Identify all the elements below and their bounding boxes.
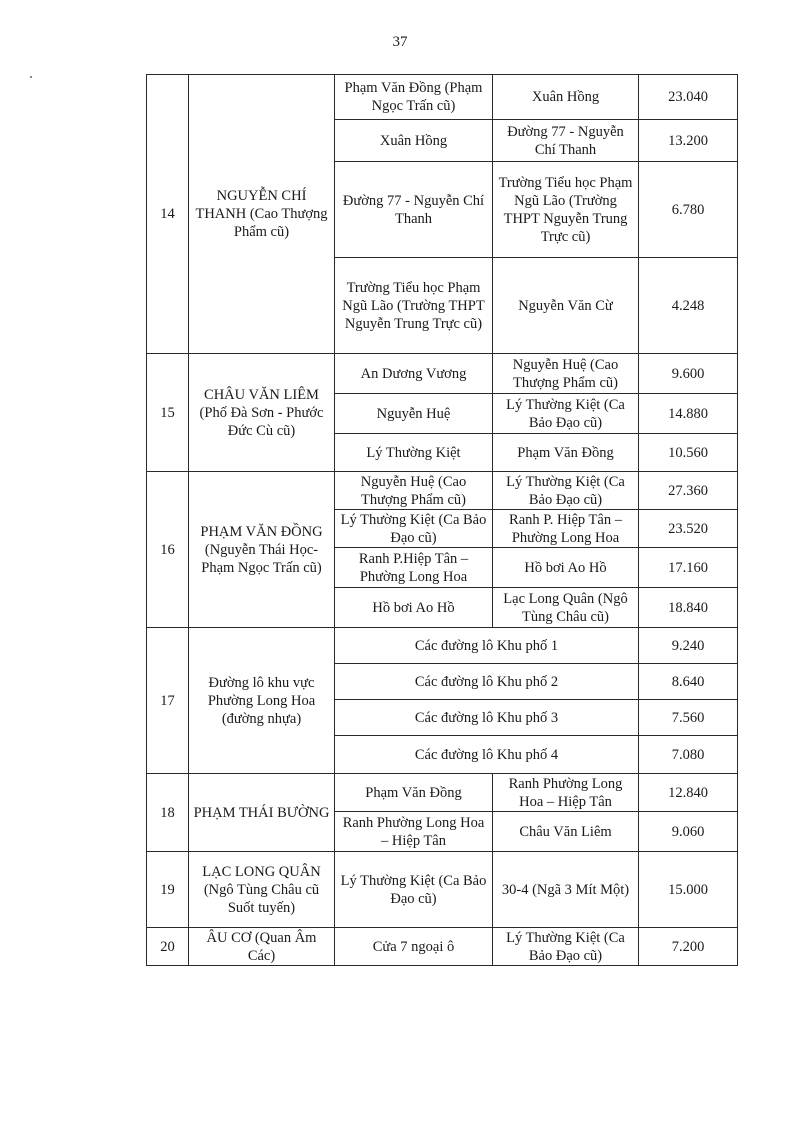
segment-to: 30-4 (Ngã 3 Mít Một)	[493, 852, 639, 928]
price-cell: 23.040	[639, 75, 738, 120]
segment-to: Phạm Văn Đồng	[493, 434, 639, 472]
price-cell: 9.600	[639, 354, 738, 394]
segment-to: Châu Văn Liêm	[493, 812, 639, 852]
price-cell: 23.520	[639, 510, 738, 548]
segment-to: Nguyễn Huệ (Cao Thượng Phẩm cũ)	[493, 354, 639, 394]
price-cell: 7.560	[639, 700, 738, 736]
segment-merged: Các đường lô Khu phố 2	[335, 664, 639, 700]
price-cell: 15.000	[639, 852, 738, 928]
street-name: CHÂU VĂN LIÊM (Phố Đà Sơn - Phước Đức Cù cũ)	[189, 354, 335, 472]
segment-to: Đường 77 - Nguyễn Chí Thanh	[493, 120, 639, 162]
price-cell: 13.200	[639, 120, 738, 162]
segment-to: Nguyễn Văn Cừ	[493, 258, 639, 354]
table-row	[147, 774, 738, 812]
segment-to: Lý Thường Kiệt (Ca Bảo Đạo cũ)	[493, 472, 639, 510]
margin-handwriting-mark	[784, 565, 798, 695]
page-number: 37	[392, 34, 408, 50]
price-cell: 17.160	[639, 548, 738, 588]
segment-from: Nguyễn Huệ (Cao Thượng Phẩm cũ)	[335, 472, 493, 510]
segment-from: Xuân Hồng	[335, 120, 493, 162]
street-name: PHẠM VĂN ĐỒNG (Nguyễn Thái Học- Phạm Ngọc Trấn cũ)	[189, 472, 335, 628]
segment-from: Phạm Văn Đồng	[335, 774, 493, 812]
table-row	[147, 628, 738, 664]
segment-from: Cửa 7 ngoại ô	[335, 928, 493, 966]
segment-merged: Các đường lô Khu phố 1	[335, 628, 639, 664]
table-row	[147, 852, 738, 928]
segment-from: Lý Thường Kiệt	[335, 434, 493, 472]
segment-merged: Các đường lô Khu phố 4	[335, 736, 639, 774]
price-cell: 10.560	[639, 434, 738, 472]
row-number: 20	[147, 928, 189, 966]
land-price-table	[146, 74, 738, 966]
segment-from: Đường 77 - Nguyễn Chí Thanh	[335, 162, 493, 258]
segment-from: Ranh P.Hiệp Tân – Phường Long Hoa	[335, 548, 493, 588]
price-cell: 4.248	[639, 258, 738, 354]
segment-to: Ranh P. Hiệp Tân – Phường Long Hoa	[493, 510, 639, 548]
price-cell: 18.840	[639, 588, 738, 628]
segment-from: Hồ bơi Ao Hồ	[335, 588, 493, 628]
price-cell: 9.060	[639, 812, 738, 852]
segment-from: Nguyễn Huệ	[335, 394, 493, 434]
row-number: 15	[147, 354, 189, 472]
table-row	[147, 75, 738, 120]
segment-from: Lý Thường Kiệt (Ca Bảo Đạo cũ)	[335, 852, 493, 928]
price-cell: 12.840	[639, 774, 738, 812]
table-row	[147, 928, 738, 966]
segment-to: Ranh Phường Long Hoa – Hiệp Tân	[493, 774, 639, 812]
segment-from: Lý Thường Kiệt (Ca Bảo Đạo cũ)	[335, 510, 493, 548]
segment-merged: Các đường lô Khu phố 3	[335, 700, 639, 736]
segment-to: Lý Thường Kiệt (Ca Bảo Đạo cũ)	[493, 394, 639, 434]
price-cell: 8.640	[639, 664, 738, 700]
segment-to: Xuân Hồng	[493, 75, 639, 120]
street-name: LẠC LONG QUÂN (Ngô Tùng Châu cũ Suốt tuyến)	[189, 852, 335, 928]
street-name: ÂU CƠ (Quan Âm Các)	[189, 928, 335, 966]
price-cell: 7.200	[639, 928, 738, 966]
table-row	[147, 472, 738, 510]
scan-mark	[30, 76, 32, 78]
price-cell: 7.080	[639, 736, 738, 774]
segment-to: Hồ bơi Ao Hồ	[493, 548, 639, 588]
segment-from: Phạm Văn Đồng (Phạm Ngọc Trấn cũ)	[335, 75, 493, 120]
street-name: NGUYỄN CHÍ THANH (Cao Thượng Phẩm cũ)	[189, 75, 335, 354]
row-number: 17	[147, 628, 189, 774]
row-number: 14	[147, 75, 189, 354]
price-cell: 9.240	[639, 628, 738, 664]
price-cell: 14.880	[639, 394, 738, 434]
price-cell: 27.360	[639, 472, 738, 510]
segment-from: An Dương Vương	[335, 354, 493, 394]
segment-from: Ranh Phường Long Hoa – Hiệp Tân	[335, 812, 493, 852]
row-number: 16	[147, 472, 189, 628]
segment-to: Trường Tiểu học Phạm Ngũ Lão (Trường THPT Nguyễn Trung Trực cũ)	[493, 162, 639, 258]
segment-to: Lạc Long Quân (Ngô Tùng Châu cũ)	[493, 588, 639, 628]
street-name: Đường lô khu vực Phường Long Hoa (đường nhựa)	[189, 628, 335, 774]
segment-from: Trường Tiểu học Phạm Ngũ Lão (Trường THPT Nguyễn Trung Trực cũ)	[335, 258, 493, 354]
segment-to: Lý Thường Kiệt (Ca Bảo Đạo cũ)	[493, 928, 639, 966]
street-name: PHẠM THÁI BƯỜNG	[189, 774, 335, 852]
row-number: 18	[147, 774, 189, 852]
price-cell: 6.780	[639, 162, 738, 258]
table-row	[147, 354, 738, 394]
row-number: 19	[147, 852, 189, 928]
